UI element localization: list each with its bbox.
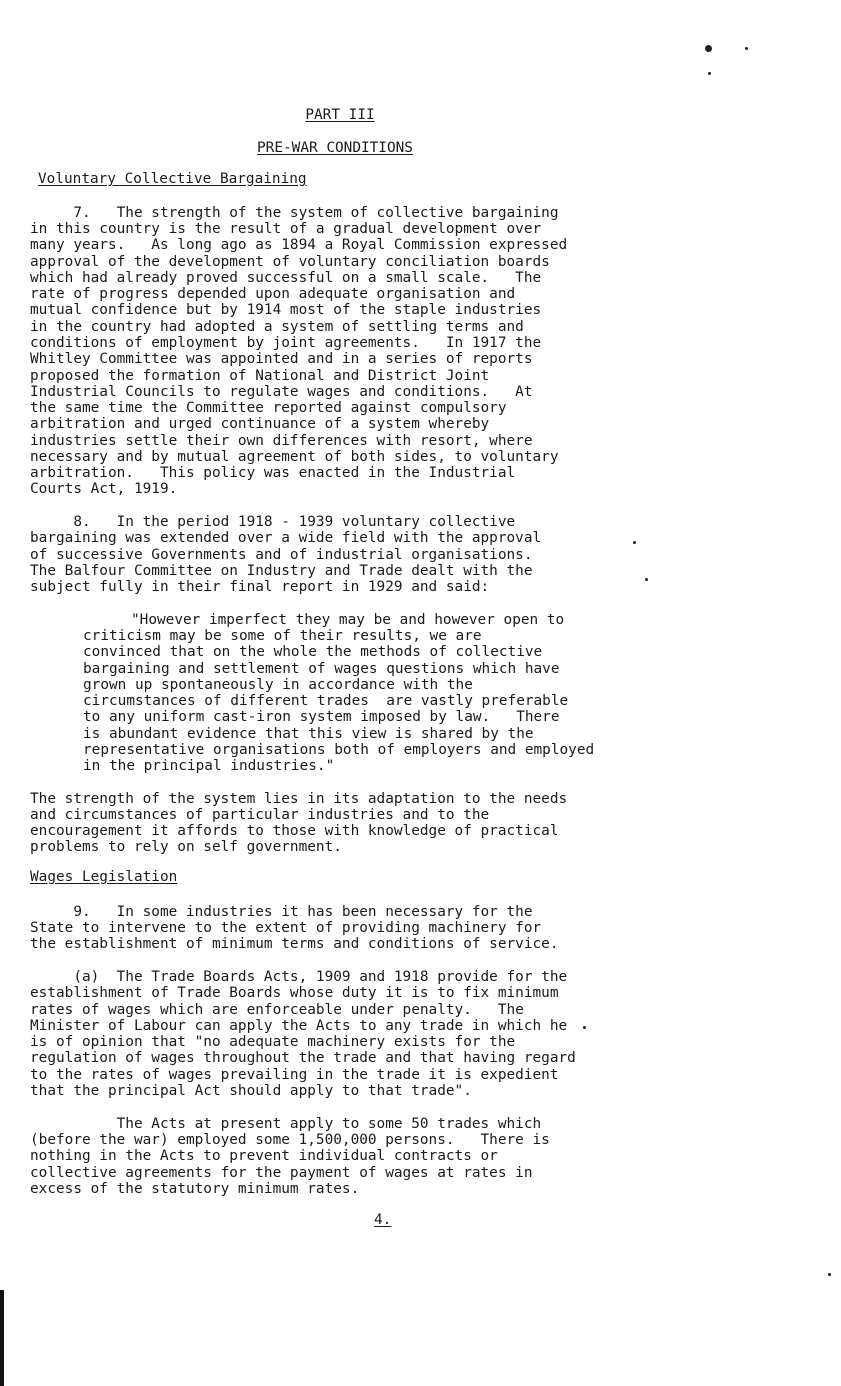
scan-speck xyxy=(705,45,712,52)
quote-line: grown up spontaneously in accordance with the xyxy=(83,677,473,693)
text-line: necessary and by mutual agreement of both sides, to voluntary xyxy=(30,449,559,465)
text-line: Minister of Labour can apply the Acts to any trade in which he xyxy=(30,1018,568,1034)
text-line: Courts Act, 1919. xyxy=(30,481,178,497)
scan-speck xyxy=(583,1026,586,1029)
text-line: industries settle their own differences with resort, where xyxy=(30,433,533,449)
text-line: in this country is the result of a gradual development over xyxy=(30,221,542,237)
scan-speck xyxy=(745,47,748,50)
text-line: The Acts at present apply to some 50 trades which xyxy=(30,1116,542,1132)
text-line: and circumstances of particular industries and to the xyxy=(30,807,490,823)
text-line: that the principal Act should apply to that trade". xyxy=(30,1083,472,1099)
text-line: excess of the statutory minimum rates. xyxy=(30,1181,360,1197)
text-line: proposed the formation of National and District Joint xyxy=(30,368,490,384)
text-line: which had already proved successful on a small scale. The xyxy=(30,270,542,286)
quote-line: criticism may be some of their results, we are xyxy=(83,628,482,644)
text-line: The Balfour Committee on Industry and Trade dealt with the xyxy=(30,563,533,579)
text-line: nothing in the Acts to prevent individual contracts or xyxy=(30,1148,498,1164)
text-line: 7. The strength of the system of collective bargaining xyxy=(30,205,559,221)
text-line: arbitration and urged continuance of a system whereby xyxy=(30,416,490,432)
quote-line: convinced that on the whole the methods of collective xyxy=(83,644,543,660)
text-line: rate of progress depended upon adequate organisation and xyxy=(30,286,516,302)
text-line: rates of wages which are enforceable under penalty. The xyxy=(30,1002,524,1018)
text-line: mutual confidence but by 1914 most of the staple industries xyxy=(30,302,542,318)
text-line: is of opinion that "no adequate machinery exists for the xyxy=(30,1034,516,1050)
text-line: encouragement it affords to those with knowledge of practical xyxy=(30,823,559,839)
text-line: bargaining was extended over a wide field with the approval xyxy=(30,530,542,546)
text-line: State to intervene to the extent of providing machinery for xyxy=(30,920,542,936)
text-line: problems to rely on self government. xyxy=(30,839,342,855)
text-line: regulation of wages throughout the trade and that having regard xyxy=(30,1050,576,1066)
text-line: many years. As long ago as 1894 a Royal Commission expressed xyxy=(30,237,568,253)
quote-line: "However imperfect they may be and however open to xyxy=(131,612,565,628)
quote-line: in the principal industries." xyxy=(83,758,335,774)
quote-line: to any uniform cast-iron system imposed by law. There xyxy=(83,709,560,725)
page-number: 4. xyxy=(374,1212,392,1228)
text-line: the same time the Committee reported against compulsory xyxy=(30,400,507,416)
scan-speck xyxy=(633,541,636,544)
text-line: of successive Governments and of industrial organisations. xyxy=(30,547,533,563)
scan-speck xyxy=(708,72,711,75)
text-line: Industrial Councils to regulate wages and conditions. At xyxy=(30,384,533,400)
text-line: (before the war) employed some 1,500,000 persons. There is xyxy=(30,1132,550,1148)
section-heading: Voluntary Collective Bargaining xyxy=(38,171,307,187)
quote-line: circumstances of different trades are vastly preferable xyxy=(83,693,569,709)
text-line: in the country had adopted a system of settling terms and xyxy=(30,319,524,335)
quote-line: bargaining and settlement of wages questions which have xyxy=(83,661,560,677)
text-line: approval of the development of voluntary conciliation boards xyxy=(30,254,550,270)
text-line: subject fully in their final report in 1929 and said: xyxy=(30,579,490,595)
section-heading: Wages Legislation xyxy=(30,869,178,885)
text-line: conditions of employment by joint agreements. In 1917 the xyxy=(30,335,542,351)
text-line: the establishment of minimum terms and conditions of service. xyxy=(30,936,559,952)
text-line: collective agreements for the payment of wages at rates in xyxy=(30,1165,533,1181)
text-line: arbitration. This policy was enacted in the Industrial xyxy=(30,465,516,481)
text-line: (a) The Trade Boards Acts, 1909 and 1918 provide for the xyxy=(30,969,568,985)
text-line: to the rates of wages prevailing in the trade it is expedient xyxy=(30,1067,559,1083)
scan-edge xyxy=(0,1290,4,1386)
text-line: 8. In the period 1918 - 1939 voluntary collective xyxy=(30,514,516,530)
page-title: PRE-WAR CONDITIONS xyxy=(257,140,413,156)
quote-line: representative organisations both of employers and employed xyxy=(83,742,595,758)
text-line: Whitley Committee was appointed and in a series of reports xyxy=(30,351,533,367)
scan-speck xyxy=(828,1273,831,1276)
scan-speck xyxy=(645,578,648,581)
text-line: The strength of the system lies in its adaptation to the needs xyxy=(30,791,568,807)
part-heading: PART III xyxy=(305,107,375,123)
quote-line: is abundant evidence that this view is shared by the xyxy=(83,726,534,742)
text-line: 9. In some industries it has been necessary for the xyxy=(30,904,533,920)
text-line: establishment of Trade Boards whose duty it is to fix minimum xyxy=(30,985,559,1001)
